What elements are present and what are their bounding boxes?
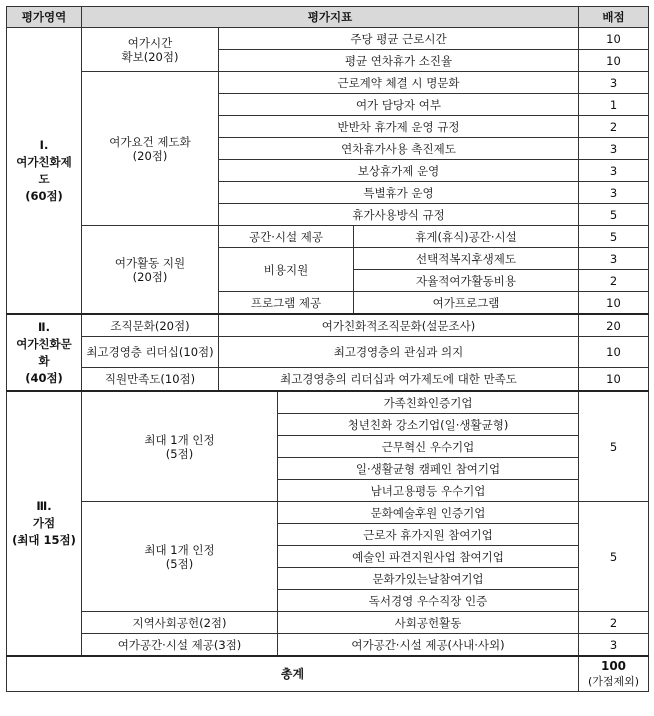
score-cell: 10 [579,337,649,368]
table-row [7,314,649,337]
group-label: 여가요건 제도화 (20점) [82,72,219,226]
indicator-item: 평균 연차휴가 소진율 [219,50,579,72]
table-row [7,502,649,524]
score-cell: 5 [579,502,649,612]
sub-label: 비용지원 [219,248,354,292]
header-score: 배점 [579,7,649,28]
score-cell: 2 [579,612,649,634]
indicator-item: 선택적복지후생제도 [354,248,579,270]
table-row [7,634,649,657]
header-row [7,7,649,28]
score-cell: 10 [579,292,649,315]
indicator-item: 연차휴가사용 촉진제도 [219,138,579,160]
evaluation-table-wrapper [6,6,649,692]
indicator-item: 특별휴가 운영 [219,182,579,204]
section-2-title: Ⅱ. 여가친화문 화 (40점) [7,314,82,391]
sub-label: 공간·시설 제공 [219,226,354,248]
score-cell: 10 [579,50,649,72]
indicator-item: 근로계약 체결 시 명문화 [219,72,579,94]
table-row [7,28,649,50]
indicator-item: 예술인 파견지원사업 참여기업 [278,546,579,568]
table-row [7,72,649,94]
indicator-item: 휴게(휴식)공간·시설 [354,226,579,248]
group-label: 여가활동 지원 (20점) [82,226,219,315]
score-cell: 10 [579,368,649,392]
sub-label: 프로그램 제공 [219,292,354,315]
score-cell: 2 [579,270,649,292]
score-cell: 3 [579,248,649,270]
indicator-item: 반반차 휴가제 운영 규정 [219,116,579,138]
score-cell: 20 [579,314,649,337]
score-cell: 3 [579,160,649,182]
score-cell: 5 [579,204,649,226]
indicator-item: 청년친화 강소기업(일·생활균형) [278,414,579,436]
evaluation-table [6,6,649,692]
group-label: 최대 1개 인정 (5점) [82,391,278,502]
indicator-item: 사회공헌활동 [278,612,579,634]
group-label: 여가시간 확보(20점) [82,28,219,72]
total-note: (가점제외) [587,675,640,688]
indicator-item: 여가공간·시설 제공(사내·사외) [278,634,579,657]
total-score: 100 [600,659,627,673]
indicator-item: 여가프로그램 [354,292,579,315]
score-cell: 3 [579,138,649,160]
group-label: 지역사회공헌(2점) [82,612,278,634]
group-label: 최대 1개 인정 (5점) [82,502,278,612]
table-row [7,368,649,392]
indicator-item: 여가 담당자 여부 [219,94,579,116]
indicator-item: 문화가있는날참여기업 [278,568,579,590]
score-cell: 1 [579,94,649,116]
score-cell: 5 [579,226,649,248]
indicator-item: 최고경영층의 관심과 의지 [219,337,579,368]
indicator-item: 근로자 휴가지원 참여기업 [278,524,579,546]
indicator-item: 일·생활균형 캠페인 참여기업 [278,458,579,480]
header-indicator: 평가지표 [82,7,579,28]
indicator-item: 독서경영 우수직장 인증 [278,590,579,612]
indicator-item: 문화예술후원 인증기업 [278,502,579,524]
score-cell: 3 [579,634,649,657]
group-label: 최고경영층 리더십(10점) [82,337,219,368]
total-score-cell [579,656,649,692]
group-label: 여가공간·시설 제공(3점) [82,634,278,657]
indicator-item: 근무혁신 우수기업 [278,436,579,458]
group-label: 조직문화(20점) [82,314,219,337]
indicator-item: 최고경영층의 리더십과 여가제도에 대한 만족도 [219,368,579,392]
indicator-item: 보상휴가제 운영 [219,160,579,182]
indicator-item: 남녀고용평등 우수기업 [278,480,579,502]
indicator-item: 자율적여가활동비용 [354,270,579,292]
group-label: 직원만족도(10점) [82,368,219,392]
indicator-item: 가족친화인증기업 [278,391,579,414]
indicator-item: 여가친화적조직문화(설문조사) [219,314,579,337]
table-row [7,337,649,368]
section-3-title: Ⅲ. 가점 (최대 15점) [7,391,82,656]
total-row [7,656,649,692]
section-1-title: Ⅰ. 여가친화제 도 (60점) [7,28,82,315]
table-row [7,226,649,248]
indicator-item: 휴가사용방식 규정 [219,204,579,226]
score-cell: 2 [579,116,649,138]
table-row [7,391,649,414]
score-cell: 5 [579,391,649,502]
score-cell: 3 [579,72,649,94]
total-label: 총계 [7,656,579,692]
score-cell: 10 [579,28,649,50]
table-row [7,612,649,634]
indicator-item: 주당 평균 근로시간 [219,28,579,50]
header-area: 평가영역 [7,7,82,28]
score-cell: 3 [579,182,649,204]
